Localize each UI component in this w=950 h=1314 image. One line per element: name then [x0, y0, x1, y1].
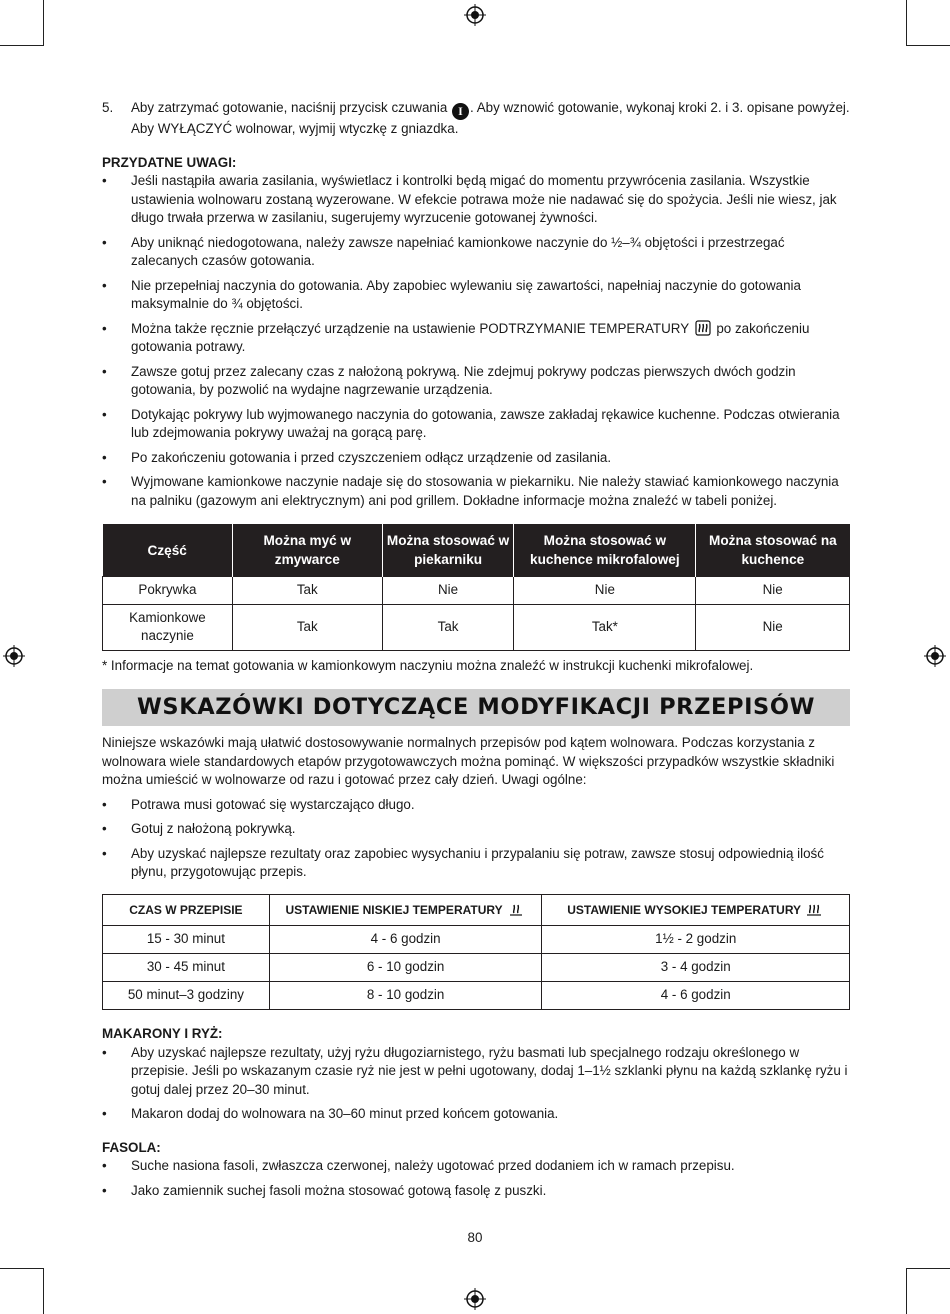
list-item: • Gotuj z nałożoną pokrywką. [102, 820, 850, 839]
trim-mark [906, 45, 950, 46]
registration-mark-icon [464, 1288, 486, 1310]
table-footnote: * Informacje na temat gotowania w kamionkowym naczyniu można znaleźć w instrukcji kuchenki mikrofalowej. [102, 657, 754, 673]
table-cell: Nie [514, 577, 696, 605]
table-header-cell: Część [103, 524, 233, 577]
pasta-rice-list [102, 1044, 850, 1124]
table-header-cell: Można stosować w piekarniku [382, 524, 514, 577]
trim-mark [906, 1268, 950, 1269]
trim-mark [0, 1268, 44, 1269]
table-header-cell: Można stosować na kuchence [696, 524, 850, 577]
list-item: • Nie przepełniaj naczynia do gotowania. Aby zapobiec wylewaniu się zawartości, napełniaj naczynie do gotowania maksymalnie do ¾ objętości. [102, 277, 850, 314]
table-header-cell: USTAWIENIE WYSOKIEJ TEMPERATURY [542, 894, 850, 926]
list-item: • Jako zamiennik suchej fasoli można stosować gotową fasolę z puszki. [102, 1182, 850, 1201]
table-header-cell: Można myć w zmywarce [232, 524, 382, 577]
list-item: • Potrawa musi gotować się wystarczająco długo. [102, 796, 850, 815]
table-cell: Pokrywka [103, 577, 233, 605]
list-item: • Jeśli nastąpiła awaria zasilania, wyświetlacz i kontrolki będą migać do momentu przywrócenia zasilania. Wszystkie ustawienia wolnowaru zostaną wyzerowane. W efekcie potrawa może nie nadawać się do spożycia. Jeśli nie wiesz, jak długo trwała przerwa w zasilaniu, sugerujemy wyrzucenie gotowanej żywności. [102, 172, 850, 228]
list-item: • Aby uniknąć niedogotowana, należy zawsze napełniać kamionkowe naczynie do ½–¾ objętości i przestrzegać zalecanych czasów gotowania. [102, 234, 850, 271]
list-item: • Wyjmowane kamionkowe naczynie nadaje się do stosowania w piekarniku. Nie należy stawiać kamionkowego naczynia na palniku (gazowym ani elektrycznym) ani pod grillem. Dokładne informacje można znaleźć w tabeli poniżej. [102, 473, 850, 510]
list-item: • Zawsze gotuj przez zalecany czas z nałożoną pokrywą. Nie zdejmuj pokrywy podczas pierwszych dwóch godzin gotowania, by pozwolić na wydajne nagrzewanie urządzenia. [102, 363, 850, 400]
table-cell: 50 minut–3 godziny [103, 982, 270, 1010]
list-item: • Po zakończeniu gotowania i przed czyszczeniem odłącz urządzenie od zasilania. [102, 449, 850, 468]
page-number: 80 [467, 1230, 483, 1245]
trim-mark [0, 45, 44, 46]
trim-mark [43, 1268, 44, 1314]
cooking-time-table [102, 894, 850, 1011]
high-heat-icon [806, 901, 822, 917]
table-cell: Nie [696, 604, 850, 650]
table-cell: Tak* [514, 604, 696, 650]
registration-mark-icon [3, 645, 25, 667]
list-item: • Można także ręcznie przełączyć urządzenie na ustawienie PODTRZYMANIE TEMPERATURY po zakończeniu gotowania potrawy. [102, 320, 850, 357]
general-notes-list [102, 796, 850, 882]
table-cell: Kamionkowe naczynie [103, 604, 233, 650]
table-cell: 15 - 30 minut [103, 926, 270, 954]
table-row [103, 926, 850, 954]
beans-list [102, 1157, 850, 1200]
useful-notes-heading: PRZYDATNE UWAGI: [102, 154, 237, 170]
table-cell: 4 - 6 godzin [269, 926, 542, 954]
table-cell: 4 - 6 godzin [542, 982, 850, 1010]
table-row [103, 982, 850, 1010]
table-header-cell: CZAS W PRZEPISIE [103, 894, 270, 926]
table-cell: 6 - 10 godzin [269, 954, 542, 982]
useful-notes-list [102, 172, 850, 510]
trim-mark [906, 0, 907, 46]
step-number: 5. [102, 100, 114, 115]
table-cell: 30 - 45 minut [103, 954, 270, 982]
table-row [103, 577, 850, 605]
table-cell: 3 - 4 godzin [542, 954, 850, 982]
step-5 [102, 99, 850, 139]
table-cell: Tak [232, 577, 382, 605]
step-text: Aby zatrzymać gotowanie, naciśnij przycisk czuwania I . Aby wznowić gotowanie, wykonaj kroki 2. i 3. opisane powyżej. Aby WYŁĄCZYĆ wolnowar, wyjmij wtyczkę z gniazdka. [131, 100, 850, 136]
table-row [103, 954, 850, 982]
low-heat-icon [508, 901, 524, 917]
list-item: • Dotykając pokrywy lub wyjmowanego naczynia do gotowania, zawsze zakładaj rękawice kuchenne. Podczas otwierania lub zdejmowania pokrywy uważaj na gorącą parę. [102, 406, 850, 443]
trim-mark [906, 1268, 907, 1314]
table-row [103, 604, 850, 650]
list-item: • Aby uzyskać najlepsze rezultaty oraz zapobiec wysychaniu i przypalaniu się potraw, zawsze stosuj odpowiednią ilość płynu, przygotowując przepis. [102, 845, 850, 882]
table-cell: Tak [382, 604, 514, 650]
registration-mark-icon [464, 4, 486, 26]
list-item: • Aby uzyskać najlepsze rezultaty, użyj ryżu długoziarnistego, ryżu basmati lub specjalnego rodzaju określonego w przepisie. Jeśli po wskazanym czasie ryż nie jest w pełni ugotowany, dodaj 1–1½ szklanki płynu na każdą szklankę ryżu i gotuj dalej przez 20–30 minut. [102, 1044, 850, 1100]
care-table [102, 524, 850, 651]
table-header-row [103, 894, 850, 926]
list-item: • Suche nasiona fasoli, zwłaszcza czerwonej, należy ugotować przed dodaniem ich w ramach przepisu. [102, 1157, 850, 1176]
table-header-cell: USTAWIENIE NISKIEJ TEMPERATURY [269, 894, 542, 926]
table-cell: Tak [232, 604, 382, 650]
trim-mark [43, 0, 44, 46]
beans-heading: FASOLA: [102, 1139, 161, 1155]
table-cell: Nie [382, 577, 514, 605]
list-item: • Makaron dodaj do wolnowara na 30–60 minut przed końcem gotowania. [102, 1105, 850, 1124]
page-content [102, 99, 850, 1206]
section-intro: Niniejsze wskazówki mają ułatwić dostosowywanie normalnych przepisów pod kątem wolnowara. Podczas korzystania z wolnowara wiele standardowych etapów przygotowawczych można pominąć. W większości przypadków wszystkie składniki można umieścić w wolnowarze od razu i gotować przez cały dzień. Uwagi ogólne: [102, 735, 835, 787]
power-standby-icon: I [452, 103, 469, 120]
registration-mark-icon [924, 645, 946, 667]
table-header-cell: Można stosować w kuchence mikrofalowej [514, 524, 696, 577]
table-cell: 8 - 10 godzin [269, 982, 542, 1010]
table-cell: 1½ - 2 godzin [542, 926, 850, 954]
section-title: WSKAZÓWKI DOTYCZĄCE MODYFIKACJI PRZEPISÓW [102, 689, 850, 726]
table-cell: Nie [696, 577, 850, 605]
table-header-row [103, 524, 850, 577]
keep-warm-icon [695, 320, 711, 336]
pasta-rice-heading: MAKARONY I RYŻ: [102, 1026, 223, 1041]
